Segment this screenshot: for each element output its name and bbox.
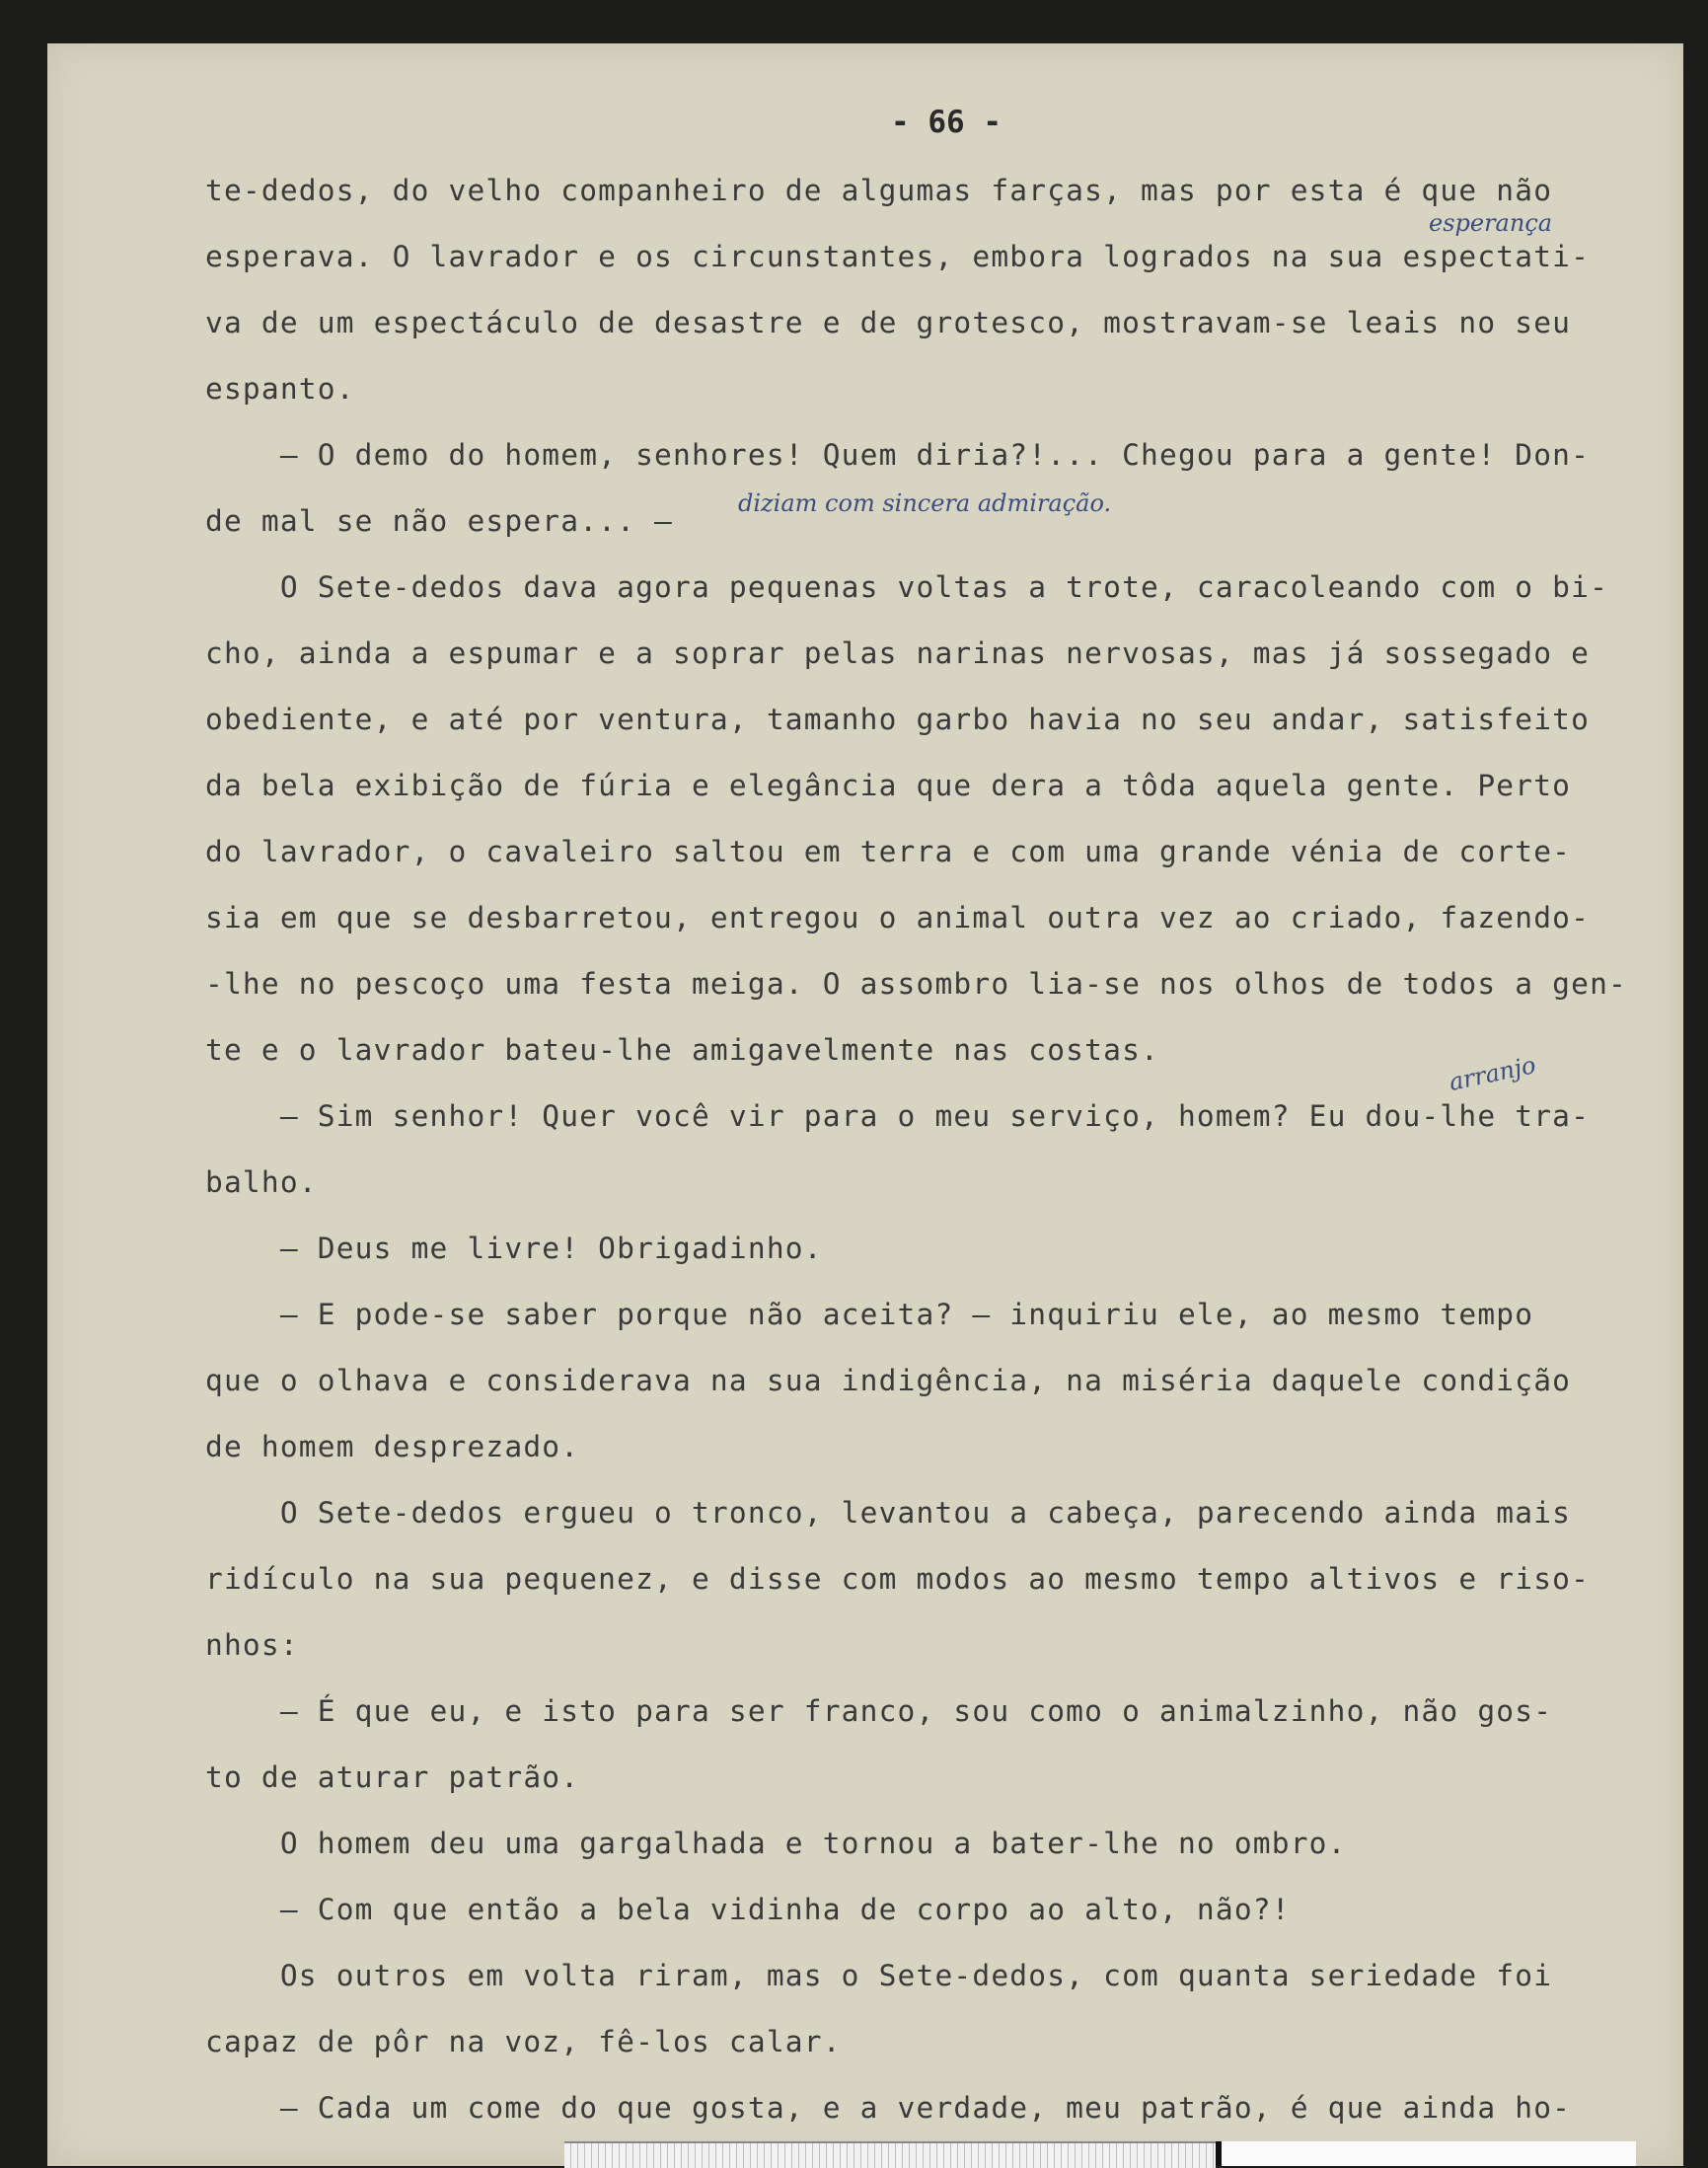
text-line: — Cada um come do que gosta, e a verdade, meu patrão, é que ainda ho- [205,2091,1572,2125]
text-line: do lavrador, o cavaleiro saltou em terra e com uma grande vénia de corte- [205,835,1572,868]
typed-page [47,43,1683,2166]
text-line: balho. [205,1165,318,1199]
text-line: da bela exibição de fúria e elegância que dera a tôda aquela gente. Perto [205,769,1572,802]
handwritten-annotation-esperanca: esperança [1429,209,1553,237]
text-line: te e o lavrador bateu-lhe amigavelmente nas costas. [205,1033,1159,1067]
text-line: cho, ainda a espumar e a soprar pelas narinas nervosas, mas já sossegado e [205,636,1591,670]
text-line: — É que eu, e isto para ser franco, sou como o animalzinho, não gos- [205,1694,1553,1728]
text-line: va de um espectáculo de desastre e de grotesco, mostravam-se leais no seu [205,306,1572,339]
text-line: sia em que se desbarretou, entregou o animal outra vez ao criado, fazendo- [205,901,1591,934]
text-line: O Sete-dedos ergueu o tronco, levantou a cabeça, parecendo ainda mais [205,1496,1572,1530]
text-line: ridículo na sua pequenez, e disse com modos ao mesmo tempo altivos e riso- [205,1562,1591,1596]
text-line: O homem deu uma gargalhada e tornou a bater-lhe no ombro. [205,1827,1347,1860]
text-line: capaz de pôr na voz, fê-los calar. [205,2025,842,2058]
text-line: Os outros em volta riram, mas o Sete-dedos, com quanta seriedade foi [205,1959,1553,1992]
text-line: que o olhava e considerava na sua indigência, na miséria daquele condição [205,1364,1572,1397]
text-line: — Sim senhor! Quer você vir para o meu serviço, homem? Eu dou-lhe tra- [205,1099,1591,1133]
text-line: espanto. [205,372,355,406]
text-line: esperava. O lavrador e os circunstantes, embora logrados na sua espectati- [205,240,1591,273]
text-line: — O demo do homem, senhores! Quem diria?!... Chegou para a gente! Don- [205,438,1591,472]
text-line: de mal se não espera... — [205,504,674,538]
page-number: - 66 - [891,105,1002,140]
text-line: de homem desprezado. [205,1430,580,1463]
scale-ruler [564,2141,1216,2168]
handwritten-annotation-arranjo: arranjo [1447,1051,1538,1096]
text-line: -lhe no pescoço uma festa meiga. O assombro lia-se nos olhos de todos a gen- [205,967,1627,1001]
text-line: obediente, e até por ventura, tamanho garbo havia no seu andar, satisfeito [205,703,1591,736]
text-line: — Deus me livre! Obrigadinho. [205,1232,823,1265]
scale-ruler-end [1216,2141,1636,2166]
typed-text-body [205,158,1708,2141]
text-line: to de aturar patrão. [205,1760,580,1794]
text-line: O Sete-dedos dava agora pequenas voltas a trote, caracoleando com o bi- [205,570,1609,604]
handwritten-annotation-diziam: diziam com sincera admiração. [738,489,1112,517]
text-line: — E pode-se saber porque não aceita? — inquiriu ele, ao mesmo tempo [205,1298,1534,1331]
text-line: te-dedos, do velho companheiro de algumas farças, mas por esta é que não [205,174,1553,207]
text-line: nhos: [205,1628,299,1662]
text-line: — Com que então a bela vidinha de corpo ao alto, não?! [205,1893,1291,1926]
